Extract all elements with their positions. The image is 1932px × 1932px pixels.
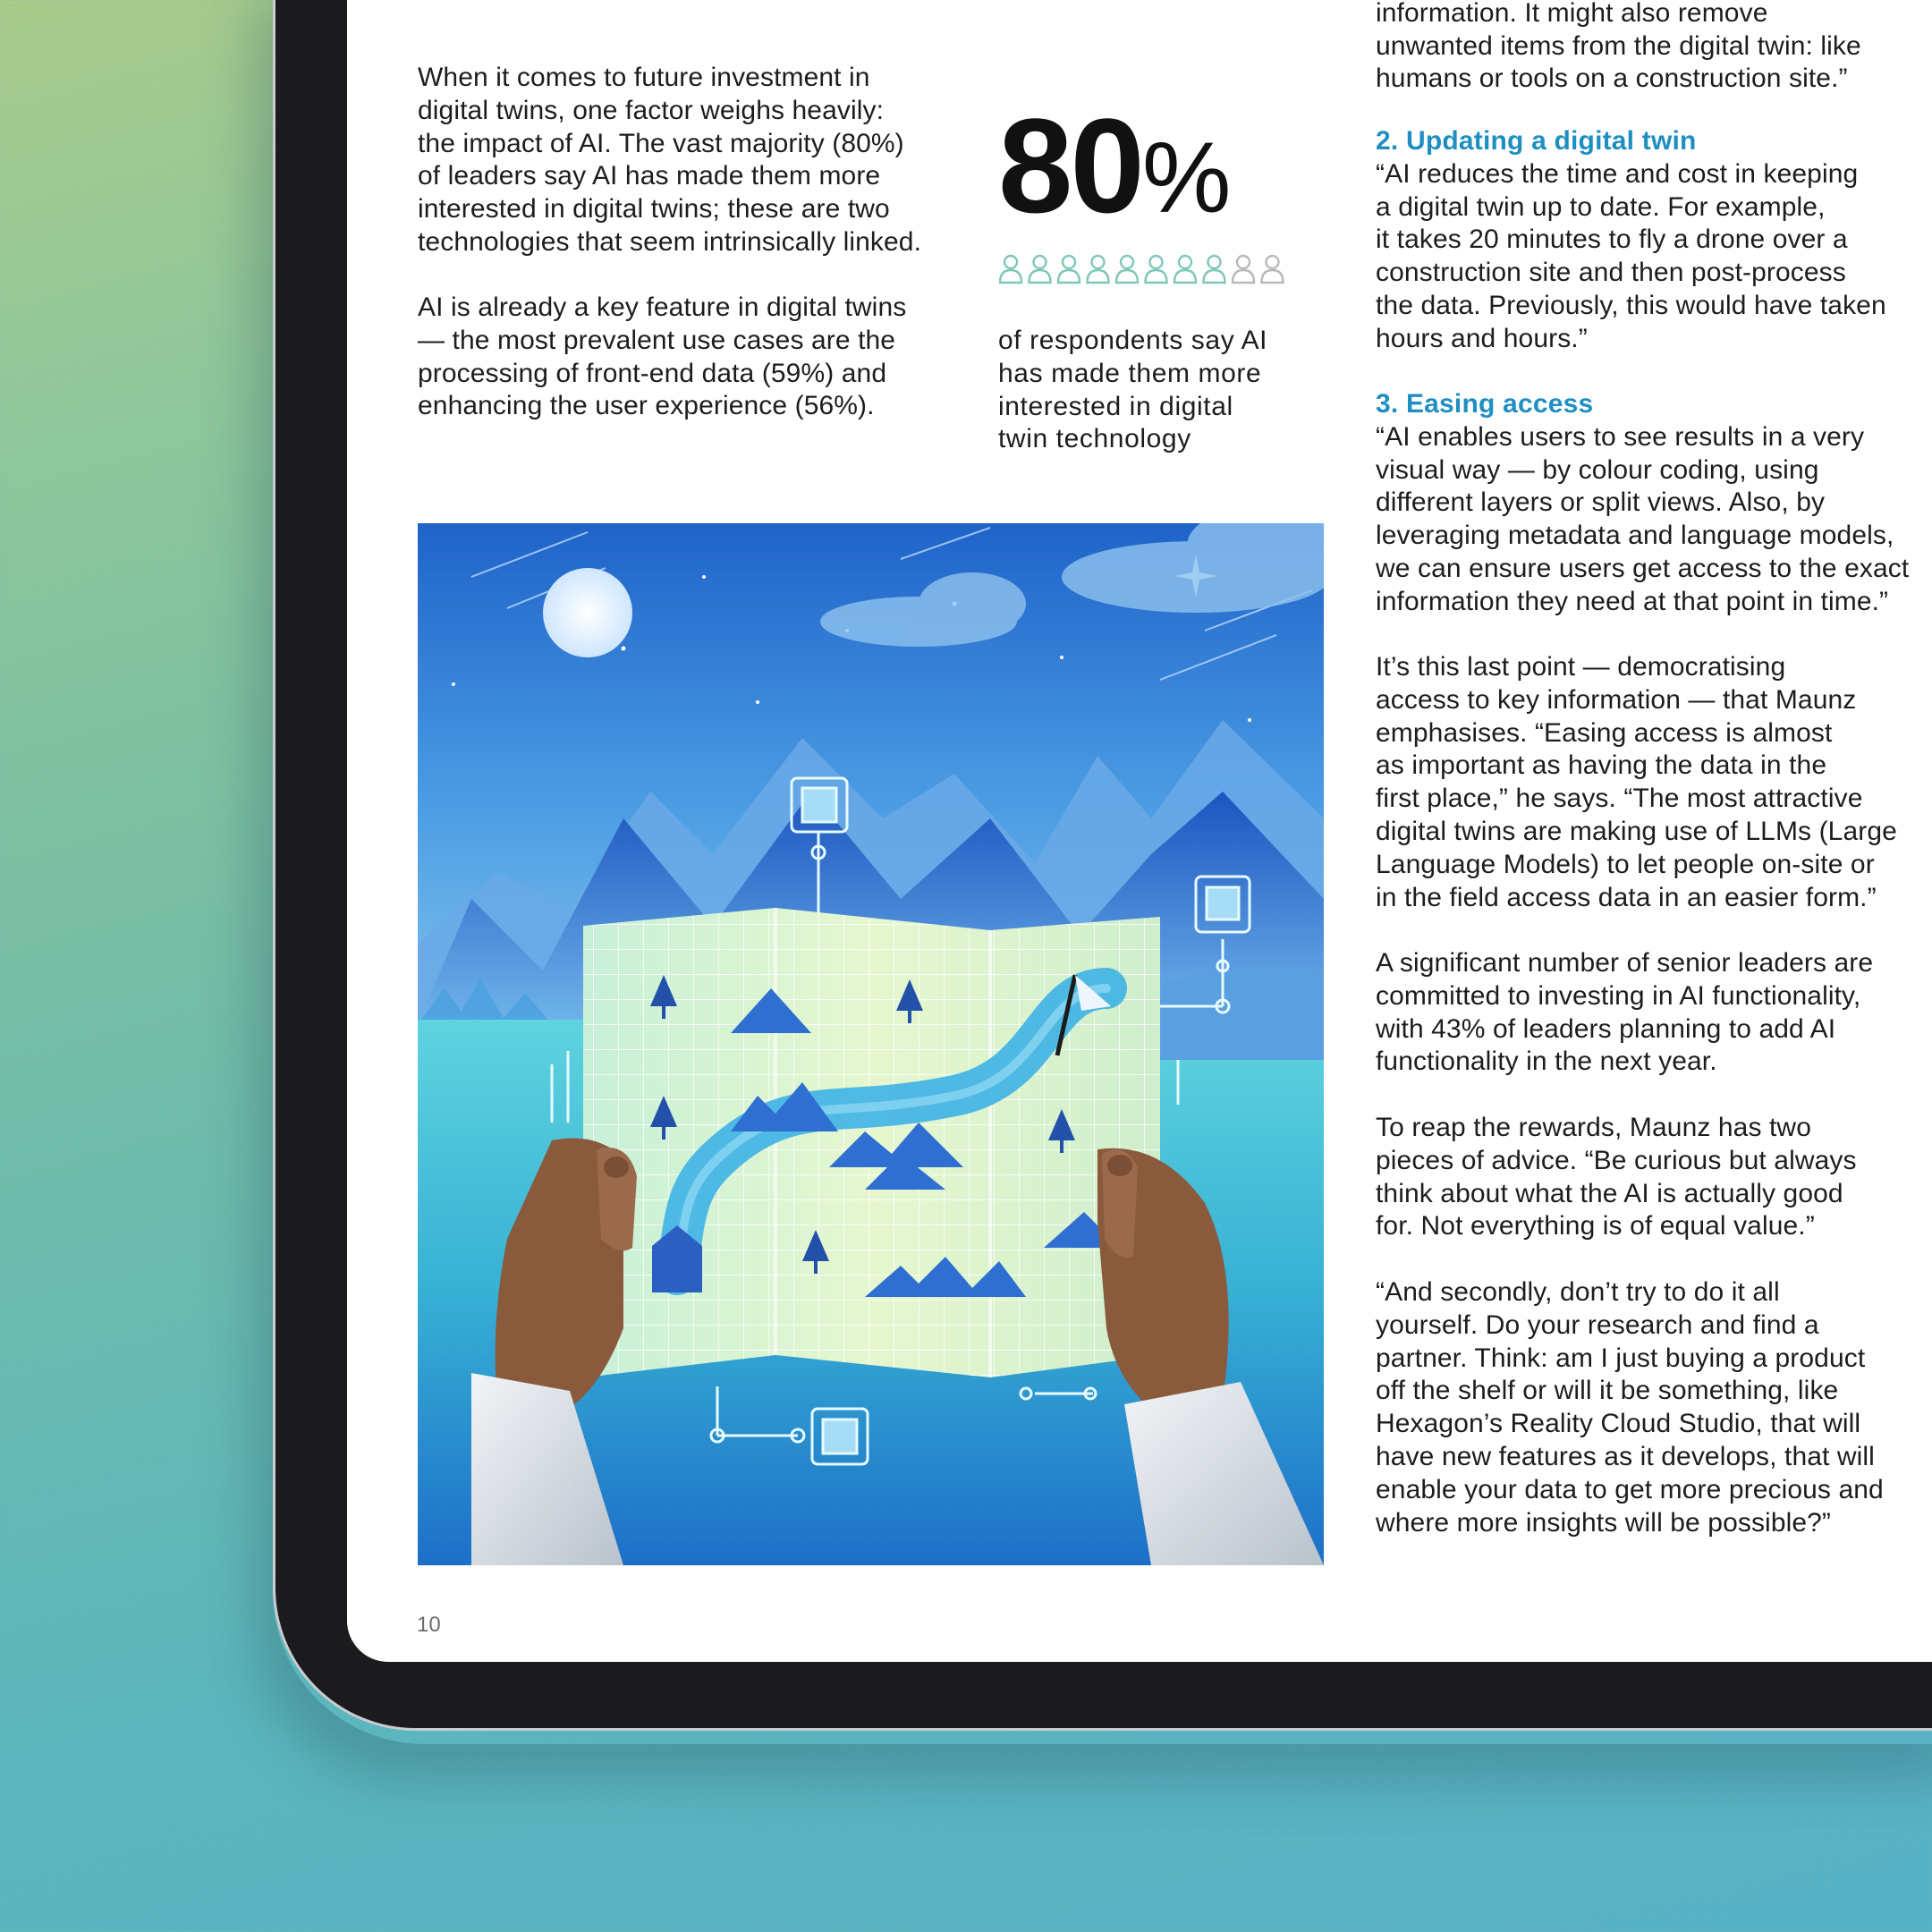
text-line: interested in digital twins; these are two	[418, 194, 890, 225]
section-heading: 3. Easing access	[1376, 389, 1594, 419]
caption-line: interested in digital	[998, 391, 1233, 421]
paragraph-rewards	[1376, 1112, 1857, 1243]
text-line: off the shelf or will it be something, like	[1376, 1376, 1839, 1406]
paragraph-maunz	[1376, 651, 1897, 914]
text-line: When it comes to future investment in	[418, 63, 870, 92]
person-icon	[1030, 256, 1051, 283]
person-icon	[1058, 256, 1080, 283]
caption-line: twin technology	[998, 424, 1191, 454]
person-icon	[1000, 256, 1021, 283]
text-line: as important as having the data in the	[1376, 750, 1827, 781]
section-easing-access	[1376, 388, 1909, 619]
stat-caption	[998, 325, 1267, 456]
text-line: access to key information — that Maunz	[1376, 684, 1857, 715]
person-icon	[1116, 256, 1138, 283]
right-intro-tail	[1376, 0, 1861, 96]
stat-unit: %	[1141, 122, 1232, 233]
text-line: think about what the AI is actually good	[1376, 1178, 1843, 1208]
text-line: enable your data to get more precious and	[1376, 1474, 1884, 1504]
text-line: visual way — by colour coding, using	[1376, 454, 1819, 485]
text-line: of leaders say AI has made them more	[418, 161, 881, 191]
text-line: leveraging metadata and language models,	[1376, 521, 1894, 551]
text-line: To reap the rewards, Maunz has two	[1376, 1113, 1811, 1142]
text-line: committed to investing in AI functionality,	[1376, 980, 1861, 1011]
people-icon-row	[998, 252, 1293, 288]
text-line: partner. Think: am I just buying a product	[1376, 1343, 1866, 1373]
person-icon	[1233, 256, 1254, 283]
text-line: it takes 20 minutes to fly a drone over a	[1376, 225, 1848, 255]
text-line: a digital twin up to date. For example,	[1376, 191, 1826, 222]
text-line: first place,” he says. “The most attractive	[1376, 784, 1863, 814]
text-line: “And secondly, don’t try to do it all	[1376, 1277, 1780, 1307]
digital-twin-map-illustration	[418, 523, 1324, 1565]
text-line: digital twins, one factor weighs heavily:	[418, 95, 885, 125]
text-line: the data. Previously, this would have taken	[1376, 290, 1886, 320]
text-line: Language Models) to let people on-site or	[1376, 849, 1875, 879]
left-paragraph-2	[418, 292, 906, 423]
caption-line: of respondents say AI	[998, 326, 1268, 355]
left-paragraph-1	[418, 62, 921, 259]
text-line: information they need at that point in time.”	[1376, 586, 1889, 616]
text-line: humans or tools on a construction site.”	[1376, 64, 1848, 94]
text-line: we can ensure users get access to the exact	[1376, 553, 1910, 583]
text-line: AI is already a key feature in digital twins	[418, 292, 907, 322]
text-line: Hexagon’s Reality Cloud Studio, that will	[1376, 1409, 1861, 1439]
text-line: A significant number of senior leaders are	[1376, 948, 1874, 978]
text-line: unwanted items from the digital twin: like	[1376, 30, 1861, 61]
text-line: have new features as it develops, that will	[1376, 1441, 1875, 1471]
text-line: “AI reduces the time and cost in keeping	[1376, 158, 1859, 189]
text-line: the impact of AI. The vast majority (80%)	[418, 128, 904, 158]
text-line: “AI enables users to see results in a very	[1376, 421, 1865, 452]
text-line: yourself. Do your research and find a	[1376, 1309, 1819, 1340]
text-line: technologies that seem intrinsically linked.	[418, 226, 922, 257]
stat-number: 80	[998, 90, 1142, 241]
text-line: pieces of advice. “Be curious but always	[1376, 1145, 1857, 1175]
text-line: — the most prevalent use cases are the	[418, 325, 896, 355]
text-line: functionality in the next year.	[1376, 1046, 1717, 1077]
paragraph-leaders	[1376, 947, 1873, 1079]
text-line: different layers or split views. Also, by	[1376, 487, 1826, 518]
text-line: enhancing the user experience (56%).	[418, 391, 875, 421]
person-icon	[1204, 256, 1225, 283]
text-line: emphasises. “Easing access is almost	[1376, 717, 1833, 748]
text-line: information. It might also remove	[1376, 0, 1768, 28]
text-line: where more insights will be possible?”	[1376, 1507, 1832, 1538]
map	[583, 908, 1160, 1377]
text-line: processing of front-end data (59%) and	[418, 358, 887, 388]
person-icon	[1088, 256, 1109, 283]
text-line: digital twins are making use of LLMs (Large	[1376, 816, 1897, 846]
document-page[interactable]	[347, 0, 1932, 1662]
stat-value	[998, 90, 1232, 241]
section-heading: 2. Updating a digital twin	[1376, 126, 1697, 156]
text-line: in the field access data in an easier form.”	[1376, 882, 1877, 912]
text-line: with 43% of leaders planning to add AI	[1376, 1013, 1836, 1044]
page-number: 10	[417, 1613, 441, 1637]
person-icon	[1174, 256, 1196, 283]
text-line: for. Not everything is of equal value.”	[1376, 1211, 1815, 1241]
caption-line: has made them more	[998, 358, 1262, 388]
person-icon	[1262, 256, 1284, 283]
person-icon	[1146, 256, 1167, 283]
text-line: It’s this last point — democratising	[1376, 652, 1786, 682]
text-line: construction site and then post-process	[1376, 258, 1846, 288]
paragraph-secondly	[1376, 1276, 1884, 1539]
text-line: hours and hours.”	[1376, 323, 1588, 353]
section-updating	[1376, 125, 1886, 356]
